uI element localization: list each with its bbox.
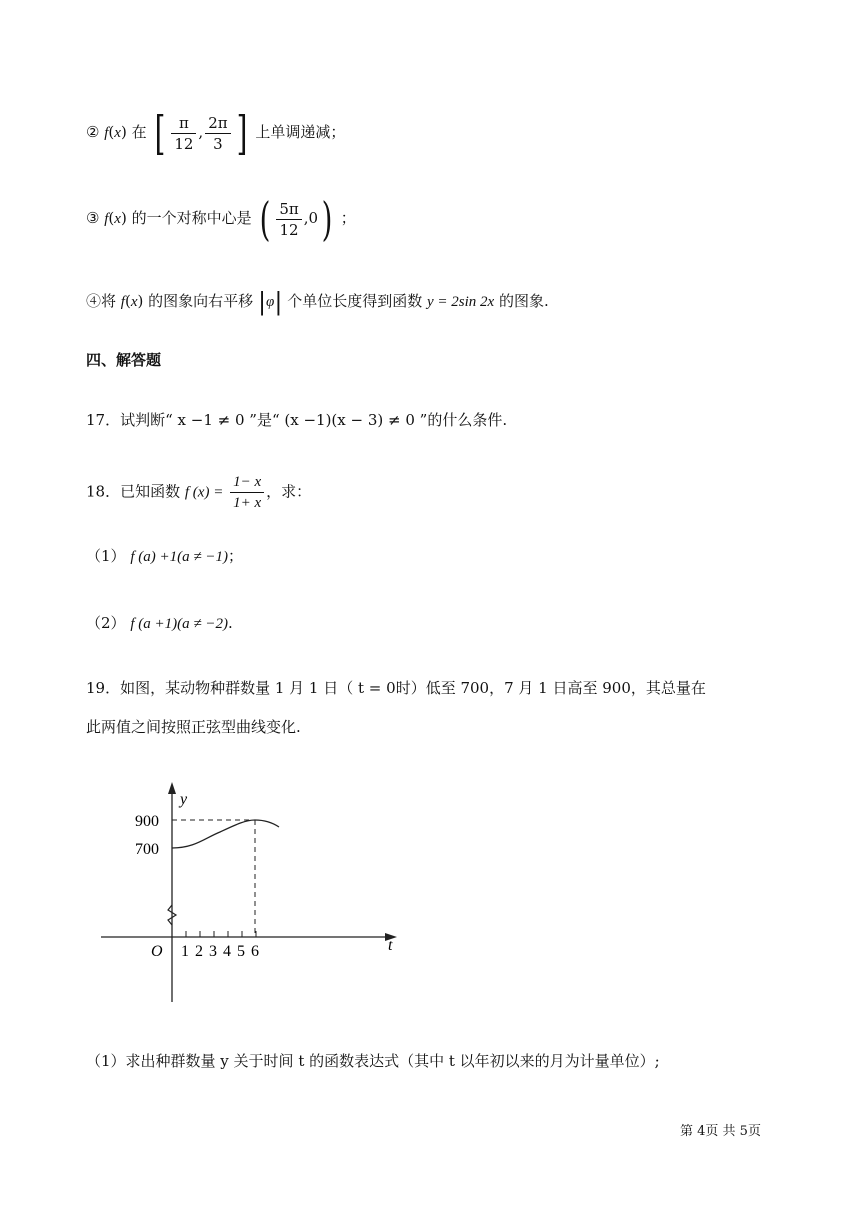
item-2: ② f(x) 在 [ $\frac{\pi}{12}$ , $\frac{2\pi}{3}$ ] 上单调递减；	[86, 106, 346, 160]
question-19-part-1: （1）求出种群数量 y 关于时间 t 的函数表达式（其中 t 以年初以来的月为计量单位）;	[86, 1052, 660, 1070]
t-tick-6: 6	[251, 943, 259, 960]
q18-1-end: ；	[227, 547, 243, 565]
question-19-line-2: 此两值之间按照正弦型曲线变化.	[86, 718, 301, 736]
q18-1-label: （1）	[86, 547, 126, 565]
q18-2-expr: f (a +1)(a ≠ −2)	[130, 616, 228, 632]
left-paren: (	[259, 192, 271, 246]
q18-fraction: $\frac{1- x}{1+ x}$	[230, 472, 264, 513]
item-4-text-b: 个单位长度得到函数	[287, 292, 423, 310]
fraction-pi-12: $\frac{\pi}{12}$	[171, 113, 196, 154]
item-2-number: ②	[86, 123, 100, 141]
q18-1-expr: f (a) +1(a ≠ −1)	[130, 549, 228, 565]
q18-prefix: 18．已知函数	[86, 482, 181, 501]
t-tick-4: 4	[223, 943, 231, 960]
var-x: x	[114, 211, 121, 227]
page-footer: 第 4页 共 5页	[680, 1124, 761, 1139]
item-3: ③ f(x) 的一个对称中心是 ( $\frac{5\pi}{12}$ ,0) ；	[86, 192, 356, 246]
t-tick-1: 1	[181, 943, 189, 960]
item-4-text-c: 的图象.	[499, 292, 549, 310]
q18-2-end: .	[227, 614, 233, 632]
func-f: f	[104, 211, 109, 227]
var-x: x	[114, 125, 121, 141]
q18-lhs: f (x) =	[184, 484, 224, 501]
q18-2-label: （2）	[86, 614, 126, 632]
y-axis-arrow	[168, 782, 176, 794]
section-heading: 四、解答题	[86, 351, 162, 369]
zero: 0	[308, 209, 319, 227]
item-4-text-a: 的图象向右平移	[148, 292, 254, 310]
origin-label: O	[151, 943, 163, 960]
var-x: x	[130, 294, 138, 310]
population-graph	[95, 780, 415, 1010]
item-2-text-a: 在	[131, 123, 147, 141]
func-f: f	[104, 125, 109, 141]
t-label: t	[388, 937, 393, 954]
phi-symbol: φ	[266, 294, 275, 310]
t-tick-3: 3	[209, 943, 217, 960]
right-bracket: ]	[236, 106, 247, 160]
item-3-text-a: 的一个对称中心是	[131, 209, 252, 227]
question-18-part-1	[86, 545, 243, 568]
q18-suffix: ，求：	[266, 482, 312, 501]
t-tick-5: 5	[237, 943, 245, 960]
t-tick-2: 2	[195, 943, 203, 960]
item-4-number: ④将	[86, 292, 117, 310]
right-paren: )	[321, 192, 333, 246]
t-ticks	[186, 931, 256, 937]
item-3-text-b: ；	[340, 209, 356, 227]
y-tick-900: 900	[135, 813, 159, 830]
question-18-part-2	[86, 612, 233, 635]
fraction-5pi-12: $\frac{5\pi}{12}$	[276, 199, 301, 240]
y-label: y	[180, 791, 188, 808]
left-bracket: [	[154, 106, 166, 160]
func-f: f	[120, 294, 125, 310]
y-tick-700: 700	[135, 841, 159, 858]
fraction-2pi-3: $\frac{2\pi}{3}$	[205, 113, 230, 154]
formula-y-2sin2x: y = 2sin 2x	[427, 294, 495, 310]
question-17: 17．试判断“ x −1 ≠ 0 ”是“ (x −1)(x − 3) ≠ 0 ”的什么条件.	[86, 411, 508, 429]
question-19-line-1: 19．如图，某动物种群数量 1 月 1 日（ t = 0时）低至 700，7 月 1 日高至 900，其总量在	[86, 679, 706, 697]
item-2-text-b: 上单调递减；	[255, 123, 346, 141]
item-3-number: ③	[86, 209, 100, 227]
item-4: ④将 f(x) 的图象向右平移 |φ| 个单位长度得到函数 y = 2sin 2x 的图象.	[86, 288, 549, 316]
question-18	[86, 472, 311, 513]
sine-curve	[172, 820, 279, 848]
